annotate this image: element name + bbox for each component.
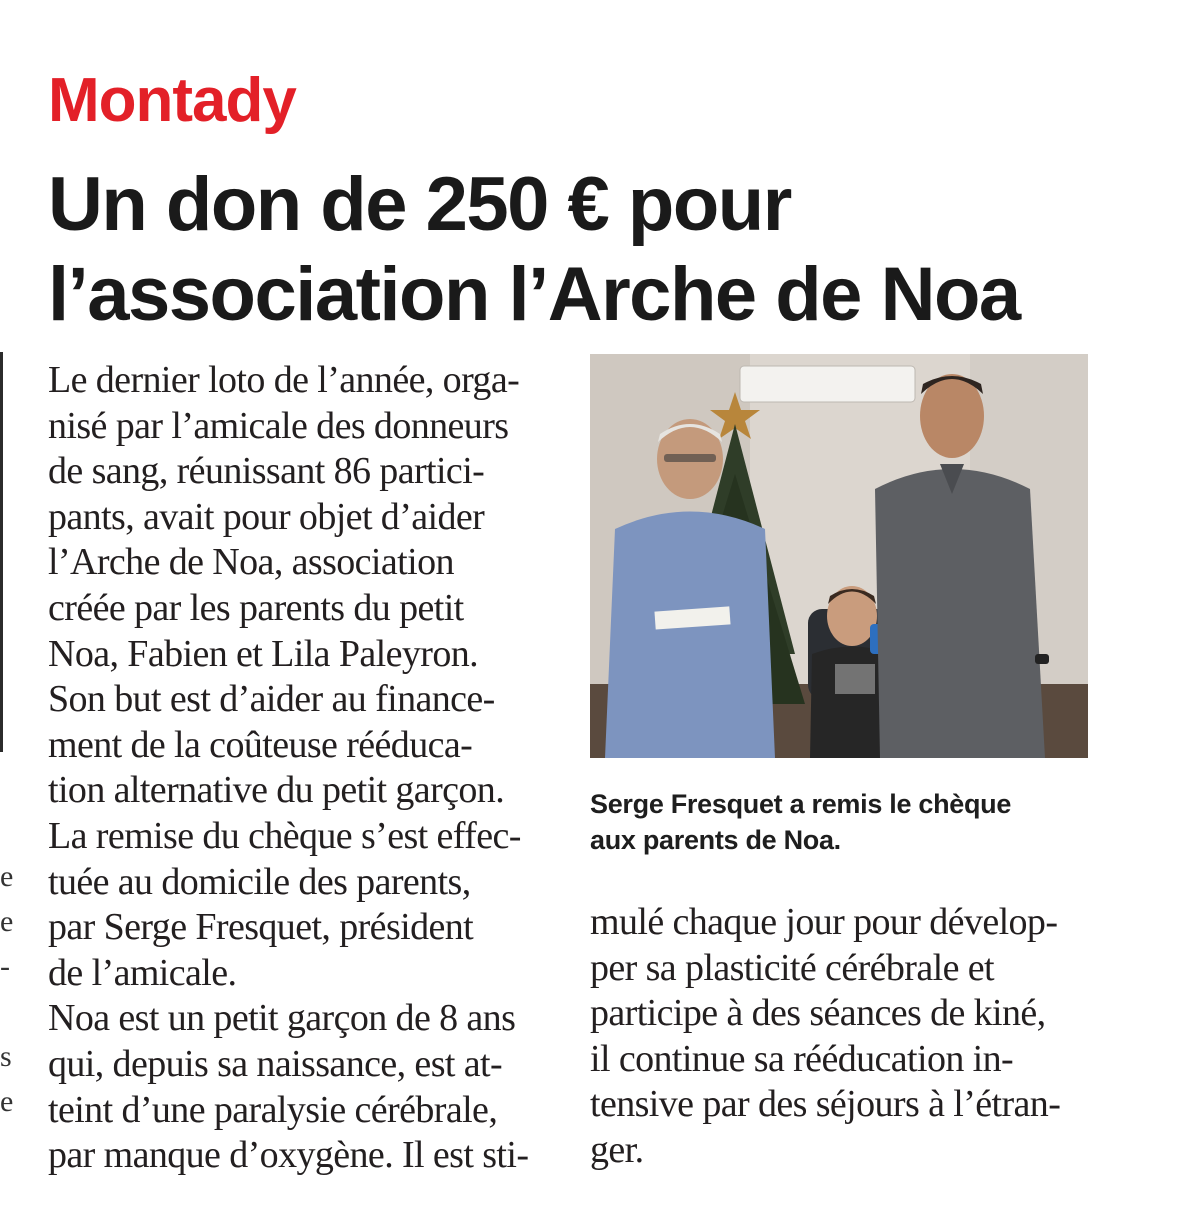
caption-line: Serge Fresquet a remis le chèque bbox=[590, 789, 1012, 819]
caption-line: aux parents de Noa. bbox=[590, 825, 841, 855]
body-line: tion alternative du petit garçon. bbox=[48, 769, 505, 812]
adjacent-text-fragment: e bbox=[0, 905, 14, 938]
body-line: pants, avait pour objet d’aider bbox=[48, 495, 485, 538]
body-line: ment de la coûteuse rééduca- bbox=[48, 723, 473, 766]
body-line: par manque d’oxygène. Il est sti- bbox=[48, 1134, 529, 1177]
body-line: nisé par l’amicale des donneurs bbox=[48, 404, 509, 447]
body-line: de sang, réunissant 86 partici- bbox=[48, 450, 485, 493]
headline-line: l’association l’Arche de Noa bbox=[48, 252, 1020, 337]
body-line: tensive par des séjours à l’étran- bbox=[590, 1083, 1061, 1126]
body-line: par Serge Fresquet, président bbox=[48, 906, 474, 949]
body-line: Le dernier loto de l’année, orga- bbox=[48, 359, 520, 401]
body-line: per sa plasticité cérébrale et bbox=[590, 946, 994, 989]
section-kicker: Montady bbox=[48, 66, 296, 135]
body-line: mulé chaque jour pour dévelop- bbox=[590, 901, 1058, 943]
body-line: Son but est d’aider au finance- bbox=[48, 678, 495, 721]
body-line: ger. bbox=[590, 1128, 644, 1171]
headline-line: Un don de 250 € pour bbox=[48, 162, 791, 247]
photo-caption bbox=[590, 786, 1110, 858]
adjacent-text-fragment: e bbox=[0, 1085, 14, 1118]
body-line: de l’amicale. bbox=[48, 951, 237, 994]
article-photo bbox=[590, 354, 1088, 758]
body-line: Noa est un petit garçon de 8 ans bbox=[48, 997, 516, 1040]
article-body-right-column bbox=[590, 900, 1090, 1174]
article-headline bbox=[48, 160, 1168, 340]
body-line: il continue sa rééducation in- bbox=[590, 1037, 1014, 1080]
article-body-left-column bbox=[48, 358, 548, 1179]
body-line: teint d’une paralysie cérébrale, bbox=[48, 1088, 498, 1131]
body-line: créée par les parents du petit bbox=[48, 586, 464, 629]
body-line: tuée au domicile des parents, bbox=[48, 860, 471, 903]
page-edge-rule bbox=[0, 352, 3, 752]
body-line: La remise du chèque s’est effec- bbox=[48, 814, 521, 857]
adjacent-text-fragment: s bbox=[0, 1040, 12, 1073]
body-line: qui, depuis sa naissance, est at- bbox=[48, 1042, 503, 1085]
adjacent-text-fragment: e bbox=[0, 860, 14, 893]
body-line: Noa, Fabien et Lila Paleyron. bbox=[48, 632, 479, 675]
body-line: participe à des séances de kiné, bbox=[590, 992, 1046, 1035]
body-line: l’Arche de Noa, association bbox=[48, 541, 454, 584]
adjacent-text-fragment: - bbox=[0, 950, 10, 983]
